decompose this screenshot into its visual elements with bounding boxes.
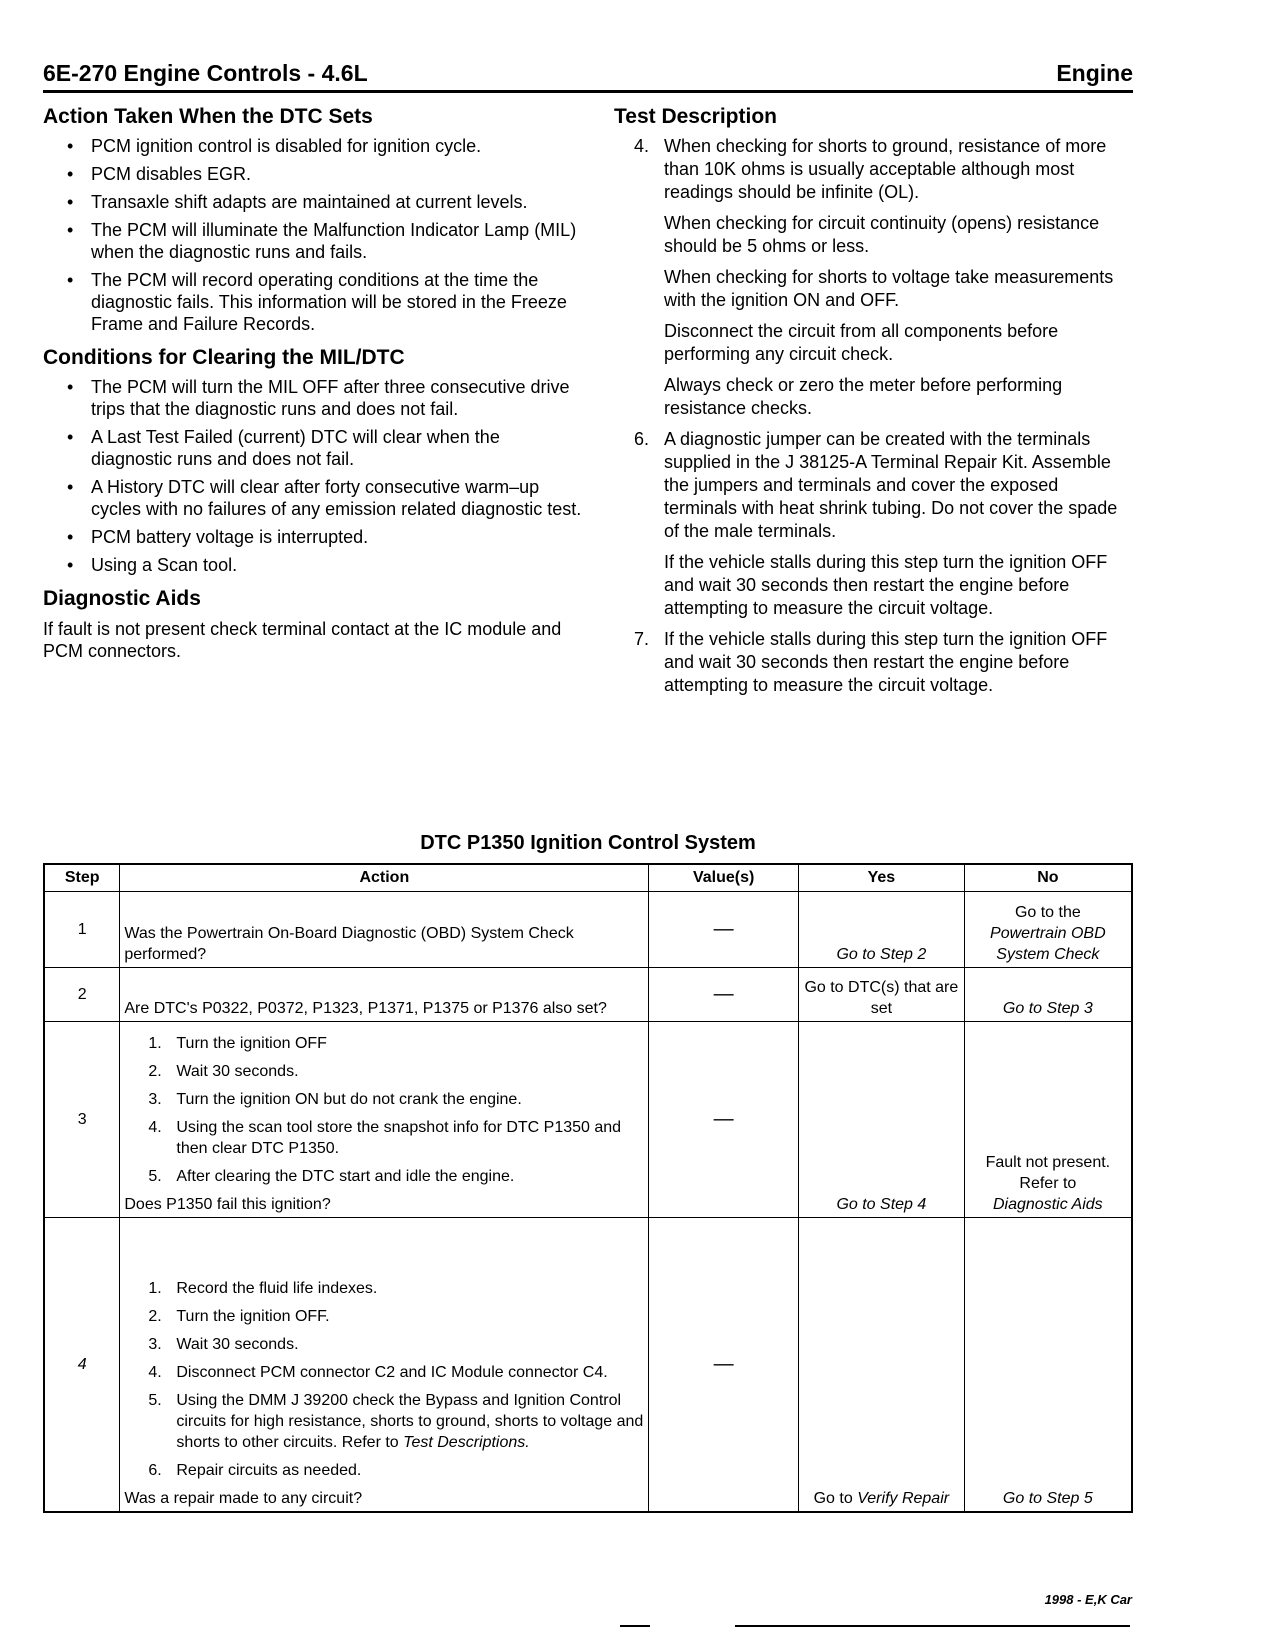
table-row: 3 1. Turn the ignition OFF 2. Wait 30 seconds. 3. Turn the ignition ON but do not crank the engine. 4. Using the scan tool store the snapshot info for DTC P1350 and then clear DTC P1350. 5. After clearing the DTC start and idle the engine. Does P1350 fail this ignition? — Go to Step 4 Fault not present. Refer to Diagnostic Aids: [44, 1022, 1132, 1218]
clearing-conditions-list: [43, 376, 583, 576]
bullet-icon: •: [67, 555, 74, 576]
header-no: No: [964, 864, 1132, 892]
list-item: • The PCM will record operating conditions at the time the diagnostic fails. This information will be stored in the Freeze Frame and Failure Records.: [67, 270, 567, 335]
list-item: • The PCM will turn the MIL OFF after three consecutive drive trips that the diagnostic runs and does not fail.: [67, 377, 570, 420]
step-4-substeps: 1. Record the fluid life indexes. 2. Turn the ignition OFF. 3. Wait 30 seconds. 4. Disconnect PCM connector C2 and IC Module connector C4. 5. Using the DMM J 39200 check the Bypass and Ignition Control circuits for high resistance, shorts to ground, shorts to voltage and shorts to other circuits. Refer to Test Descriptions. 6. Repair circuits as needed.: [148, 1279, 644, 1479]
table-row: 4 1. Record the fluid life indexes. 2. Turn the ignition OFF. 3. Wait 30 seconds. 4. Disconnect PCM connector C2 and IC Module connector C4. 5. Using the DMM J 39200 check the Bypass and Ignition Control circuits for high resistance, shorts to ground, shorts to voltage and shorts to other circuits. Refer to Test Descriptions. 6. Repair circuits as needed. Was a repair made to any circuit? — Go to Verify Repair Go to Step 5: [44, 1218, 1132, 1512]
clearing-conditions-heading: Conditions for Clearing the MIL/DTC: [43, 346, 405, 370]
bullet-icon: •: [67, 427, 74, 448]
test-description-heading: Test Description: [614, 105, 777, 128]
step-4-question: Was a repair made to any circuit?: [124, 1489, 363, 1507]
list-item: • PCM ignition control is disabled for ignition cycle.: [67, 136, 482, 157]
bullet-icon: •: [67, 270, 74, 291]
step-3-question: Does P1350 fail this ignition?: [124, 1196, 331, 1213]
bullet-icon: •: [67, 377, 74, 398]
bullet-icon: •: [67, 192, 74, 213]
list-item: • PCM battery voltage is interrupted.: [67, 527, 369, 548]
diagnostic-table: [43, 863, 1133, 1513]
page-header: [43, 60, 1133, 93]
list-item: • A Last Test Failed (current) DTC will clear when the diagnostic runs and does not fail.: [67, 427, 500, 470]
header-step: Step: [44, 864, 120, 892]
list-item: • A History DTC will clear after forty consecutive warm–up cycles with no failures of any emission related diagnostic test.: [67, 477, 582, 520]
table-row: 1 Was the Powertrain On-Board Diagnostic (OBD) System Check performed? — Go to Step 2 Go to the Powertrain OBD System Check: [44, 892, 1132, 968]
header-values: Value(s): [649, 864, 799, 892]
page-footer: 1998 - E,K Car: [1044, 1592, 1132, 1607]
header-yes: Yes: [799, 864, 965, 892]
test-description-item-7: 7. If the vehicle stalls during this step turn the ignition OFF and wait 30 seconds then restart the engine before attempting to measure the circuit voltage.: [634, 629, 1108, 696]
list-item: • Transaxle shift adapts are maintained at current levels.: [67, 192, 528, 213]
action-taken-list: [43, 135, 583, 335]
page-number-title: 6E-270 Engine Controls - 4.6L: [43, 60, 368, 86]
table-row: 2 Are DTC's P0322, P0372, P1323, P1371, P1375 or P1376 also set? — Go to DTC(s) that are set Go to Step 3: [44, 968, 1132, 1022]
bullet-icon: •: [67, 164, 74, 185]
footer-rule: [735, 1625, 1130, 1627]
bullet-icon: •: [67, 527, 74, 548]
list-item: • The PCM will illuminate the Malfunction Indicator Lamp (MIL) when the diagnostic runs and fails.: [67, 220, 577, 263]
bullet-icon: •: [67, 136, 74, 157]
table-title: DTC P1350 Ignition Control System: [420, 832, 756, 854]
diagnostic-aids-heading: Diagnostic Aids: [43, 587, 201, 611]
step-3-substeps: 1. Turn the ignition OFF 2. Wait 30 seconds. 3. Turn the ignition ON but do not crank the engine. 4. Using the scan tool store the snapshot info for DTC P1350 and then clear DTC P1350. 5. After clearing the DTC start and idle the engine.: [148, 1035, 622, 1185]
section-name: Engine: [1056, 60, 1133, 86]
list-item: • PCM disables EGR.: [67, 164, 252, 185]
diagnostic-aids-text: If fault is not present check terminal contact at the IC module and PCM connectors.: [43, 618, 562, 661]
right-column: [614, 104, 1134, 705]
test-description-item-6: 6. A diagnostic jumper can be created with the terminals supplied in the J 38125-A Terminal Repair Kit. Assemble the jumpers and terminals and cover the exposed terminals with heat shrink tubing. Do not cover the spade of the male terminals. If the vehicle stalls during this step turn the ignition OFF and wait 30 seconds then restart the engine before attempting to measure the circuit voltage.: [634, 429, 1118, 619]
list-item: • Using a Scan tool.: [67, 555, 238, 576]
header-action: Action: [120, 864, 649, 892]
test-description-item-4: 4. When checking for shorts to ground, resistance of more than 10K ohms is usually acceptable although most readings should be infinite (OL). When checking for circuit continuity (opens) resistance should be 5 ohms or less. When checking for shorts to voltage take measurements with the ignition ON and OFF. Disconnect the circuit from all components before performing any circuit check. Always check or zero the meter before performing resistance checks.: [634, 136, 1114, 419]
bullet-icon: •: [67, 477, 74, 498]
bullet-icon: •: [67, 220, 74, 241]
table-header-row: [44, 864, 1132, 892]
action-taken-heading: Action Taken When the DTC Sets: [43, 105, 373, 128]
left-column: [43, 104, 583, 662]
footer-rule-short: [620, 1625, 650, 1627]
